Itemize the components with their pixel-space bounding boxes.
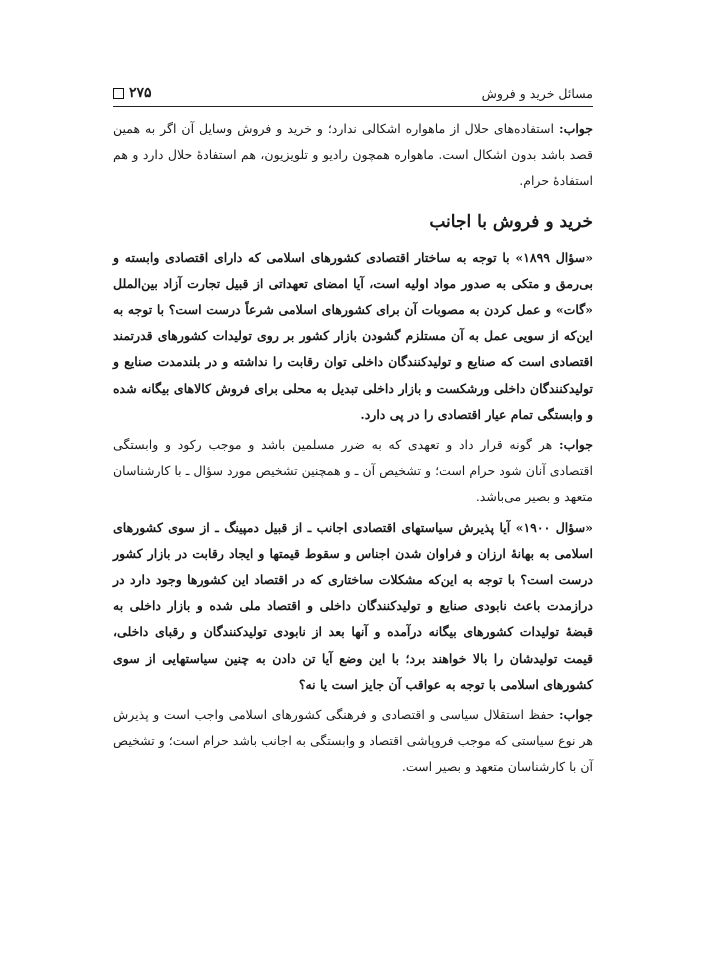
question-1899 [113,245,593,428]
answer-1900 [113,702,593,781]
square-ornament-icon [113,88,124,99]
answer-text: استفاده‌های حلال از ماهواره اشکالی ندارد؛ و خرید و فروش وسایل آن اگر به همین قصد باشد بدون اشکال است. ماهواره همچون رادیو و تلویزیون، هم استفادهٔ حلال دارد و هم استفادهٔ حرام. [113,121,593,189]
answer-label: جواب: [558,121,593,136]
answer-label: جواب: [558,437,593,453]
page-number [113,85,152,101]
question-1900 [113,515,593,698]
answer-text: هر گونه قرار داد و تعهدی که به ضرر مسلمین باشد و موجب رکود و وابستگی اقتصادی آنان شود حرام است؛ و تشخیص آن ـ و همچنین تشخیص مورد سؤال ـ با کارشناسان متعهد و بصیر می‌باشد. [113,437,593,505]
answer-1899 [113,432,593,511]
intro-answer [113,116,593,195]
question-label: «سؤال ۱۸۹۹» [515,249,594,265]
question-text: آیا پذیرش سیاستهای اقتصادی اجانب ـ از قبیل دمپینگ ـ از سوی کشورهای اسلامی به بهانهٔ ارزان و فراوان شدن اجناس و سقوط قیمتها و ایجاد رقابت در بازار کشور درست است؟ با توجه به این‌که مشکلات ساختاری که در اقتصاد این کشورها وجود دارد در درازمدت باعث نابودی صنایع و تولیدکنندگان داخلی و اقتصاد ملی شده و بازار داخلی به قبضهٔ تولیدات کشورهای بیگانه درآمده و آنها بعد از نابودی تولیدکنندگان و رقبای داخلی، قیمت تولیدشان را بالا خواهند برد؛ با این وضع آیا تن دادن به چنین سیاستهایی از سوی کشورهای اسلامی با توجه به عواقب آن جایز است یا نه؟ [113,519,593,692]
header-rule [113,106,593,107]
section-title: خرید و فروش با اجانب [429,211,593,232]
question-label: «سؤال ۱۹۰۰» [515,519,593,535]
answer-label: جواب: [558,707,593,723]
page-body [113,116,593,785]
running-title: مسائل خرید و فروش [481,85,593,101]
answer-text: حفظ استقلال سیاسی و اقتصادی و فرهنگی کشورهای اسلامی واجب است و پذیرش هر نوع سیاستی که موجب فروپاشی اقتصاد و وابستگی به اجانب باشد حرام است؛ و تشخیص آن با کارشناسان متعهد و بصیر است. [113,707,593,775]
page-header [113,80,593,106]
page-number-text: ۲۷۵ [129,85,152,101]
question-text: با توجه به ساختار اقتصادی کشورهای اسلامی که دارای اقتصادی وابسته و بی‌رمق و متکی به صدور مواد اولیه است، آیا امضای تعهداتی از قبیل تجارت آزاد بین‌الملل «گات» و عمل کردن به مصوبات آن برای کشورهای اسلامی شرعاً درست است؟ با توجه به این‌که از سویی عمل به آن مستلزم گشودن بازار کشور بر روی تولیدات کشورهای قدرتمند اقتصادی است که صنایع و تولیدکنندگان داخلی توان رقابت را نداشته و در بلندمدت صنایع و تولیدکنندگان داخلی ورشکست و بازار داخلی تبدیل به محلی برای فروش کالاهای بیگانه شده و وابستگی تمام عیار اقتصادی را در پی دارد. [113,249,593,422]
